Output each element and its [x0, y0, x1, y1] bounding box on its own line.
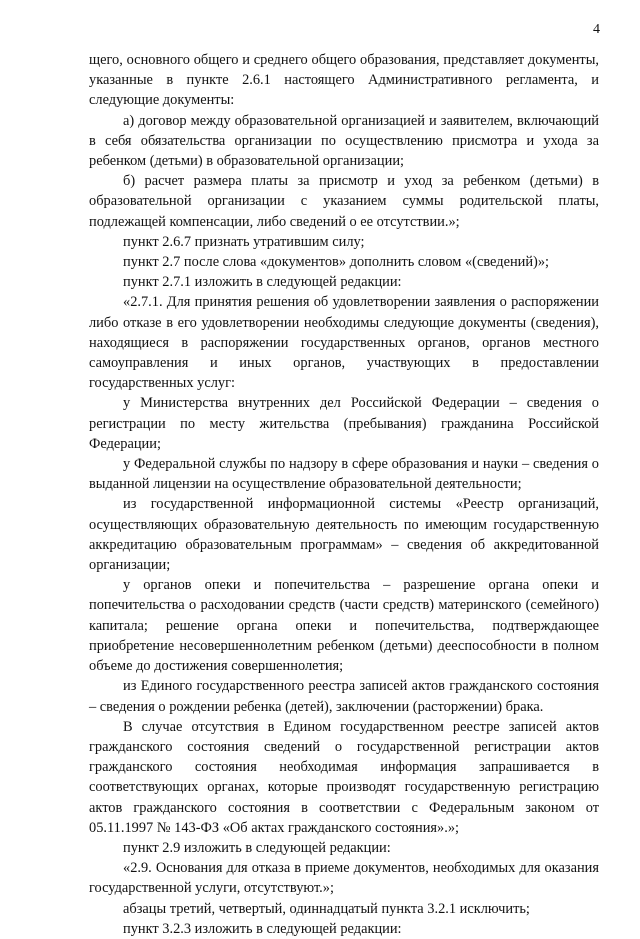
paragraph: из Единого государственного реестра записей актов гражданского состояния – сведения о рождении ребенка (детей), заключении (расторжении) брака.: [89, 678, 599, 715]
paragraph: В случае отсутствия в Едином государственном реестре записей актов гражданского состояния сведений о государственной регистрации актов гражданского состояния необходимая информация запрашивается в соответствующих органах, которые производят государственную регистрацию актов гражданского состояния в соответствии с Федеральным законом от 05.11.1997 № 143-ФЗ «Об актах гражданского состояния».»;: [89, 718, 599, 836]
document-body: [89, 50, 599, 939]
page-number: 4: [593, 22, 600, 37]
paragraph: у Министерства внутренних дел Российской Федерации – сведения о регистрации по месту жительства (пребывания) гражданина Российской Федерации;: [89, 395, 599, 452]
paragraph: пункт 3.2.3 изложить в следующей редакции:: [123, 920, 402, 937]
paragraph: из государственной информационной системы «Реестр организаций, осуществляющих образовательную деятельность по имеющим государственную аккредитацию образовательным программам» – сведения об аккредитованной организации;: [89, 496, 599, 574]
paragraph: у Федеральной службы по надзору в сфере образования и науки – сведения о выданной лицензии на осуществление образовательной деятельности;: [89, 456, 599, 493]
paragraph: «2.7.1. Для принятия решения об удовлетворении заявления о распоряжении либо отказе в его удовлетворении необходимы следующие документы (сведения), находящиеся в распоряжении государственных органов, органов местного самоуправления и иных органов, участвующих в предоставлении государственных услуг:: [89, 294, 599, 392]
paragraph: «2.9. Основания для отказа в приеме документов, необходимых для оказания государственной услуги, отсутствуют.»;: [89, 860, 599, 897]
paragraph: пункт 2.9 изложить в следующей редакции:: [123, 839, 391, 856]
paragraph: пункт 2.6.7 признать утратившим силу;: [123, 233, 365, 250]
paragraph: пункт 2.7.1 изложить в следующей редакции:: [123, 274, 402, 291]
paragraph: у органов опеки и попечительства – разрешение органа опеки и попечительства о расходовании средств (части средств) материнского (семейного) капитала; решение органа опеки и попечительства, подтверждающее приобретение несовершеннолетним ребенком (детьми) дееспособности в полном объеме до достижения совершеннолетия;: [89, 577, 599, 675]
paragraph: а) договор между образовательной организацией и заявителем, включающий в себя обязательства организации по осуществлению присмотра и ухода за ребенком (детьми) в образовательной организации;: [89, 112, 599, 170]
paragraph: абзацы третий, четвертый, одиннадцатый пункта 3.2.1 исключить;: [123, 900, 530, 917]
paragraph: щего, основного общего и среднего общего образования, представляет документы, указанные в пункте 2.6.1 настоящего Административного регламента, и следующие документы:: [89, 52, 599, 109]
paragraph: б) расчет размера платы за присмотр и уход за ребенком (детьми) в образовательной организации с указанием суммы родительской платы, подлежащей компенсации, либо сведений о ее отсутствии.»;: [89, 173, 599, 230]
paragraph: пункт 2.7 после слова «документов» дополнить словом «(сведений)»;: [123, 254, 550, 271]
